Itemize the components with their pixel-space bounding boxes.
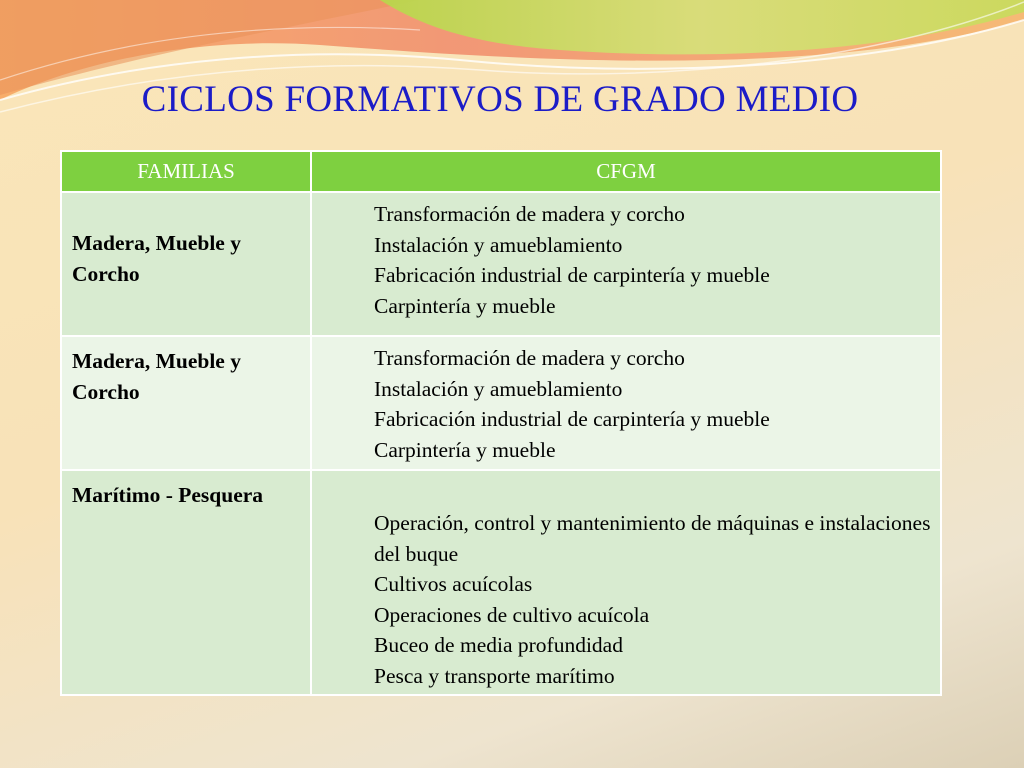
table-row <box>61 192 941 336</box>
familia-cell: Madera, Mueble y Corcho <box>61 336 311 470</box>
table-row <box>61 336 941 470</box>
cfgm-item: Operación, control y mantenimiento de máquinas e instalaciones del buque <box>374 511 931 566</box>
cfgm-item: Instalación y amueblamiento <box>374 232 623 257</box>
cfgm-cell <box>311 470 941 695</box>
cfgm-item: Operaciones de cultivo acuícola <box>374 602 650 627</box>
header-familias: FAMILIAS <box>61 151 311 192</box>
cfgm-item: Instalación y amueblamiento <box>374 376 623 401</box>
cfgm-item: Carpintería y mueble <box>374 437 556 462</box>
cfgm-item: Buceo de media profundidad <box>374 633 623 657</box>
table-row <box>61 470 941 695</box>
header-cfgm: CFGM <box>311 151 941 192</box>
cfgm-item: Fabricación industrial de carpintería y mueble <box>374 263 770 287</box>
slide-title: CICLOS FORMATIVOS DE GRADO MEDIO <box>141 79 859 120</box>
cfgm-cell <box>311 336 941 470</box>
cfgm-item: Transformación de madera y corcho <box>374 346 685 370</box>
cfgm-item: Carpintería y mueble <box>374 293 556 318</box>
cfgm-item: Fabricación industrial de carpintería y mueble <box>374 407 770 431</box>
cfgm-item: Pesca y transporte marítimo <box>374 663 615 688</box>
ciclos-table <box>60 150 942 696</box>
familia-cell: Marítimo - Pesquera <box>61 470 311 695</box>
cfgm-item: Transformación de madera y corcho <box>374 202 685 226</box>
cfgm-item: Cultivos acuícolas <box>374 572 533 596</box>
familia-cell: Madera, Mueble y Corcho <box>61 192 311 336</box>
table-header-row <box>61 151 941 192</box>
cfgm-cell <box>311 192 941 336</box>
